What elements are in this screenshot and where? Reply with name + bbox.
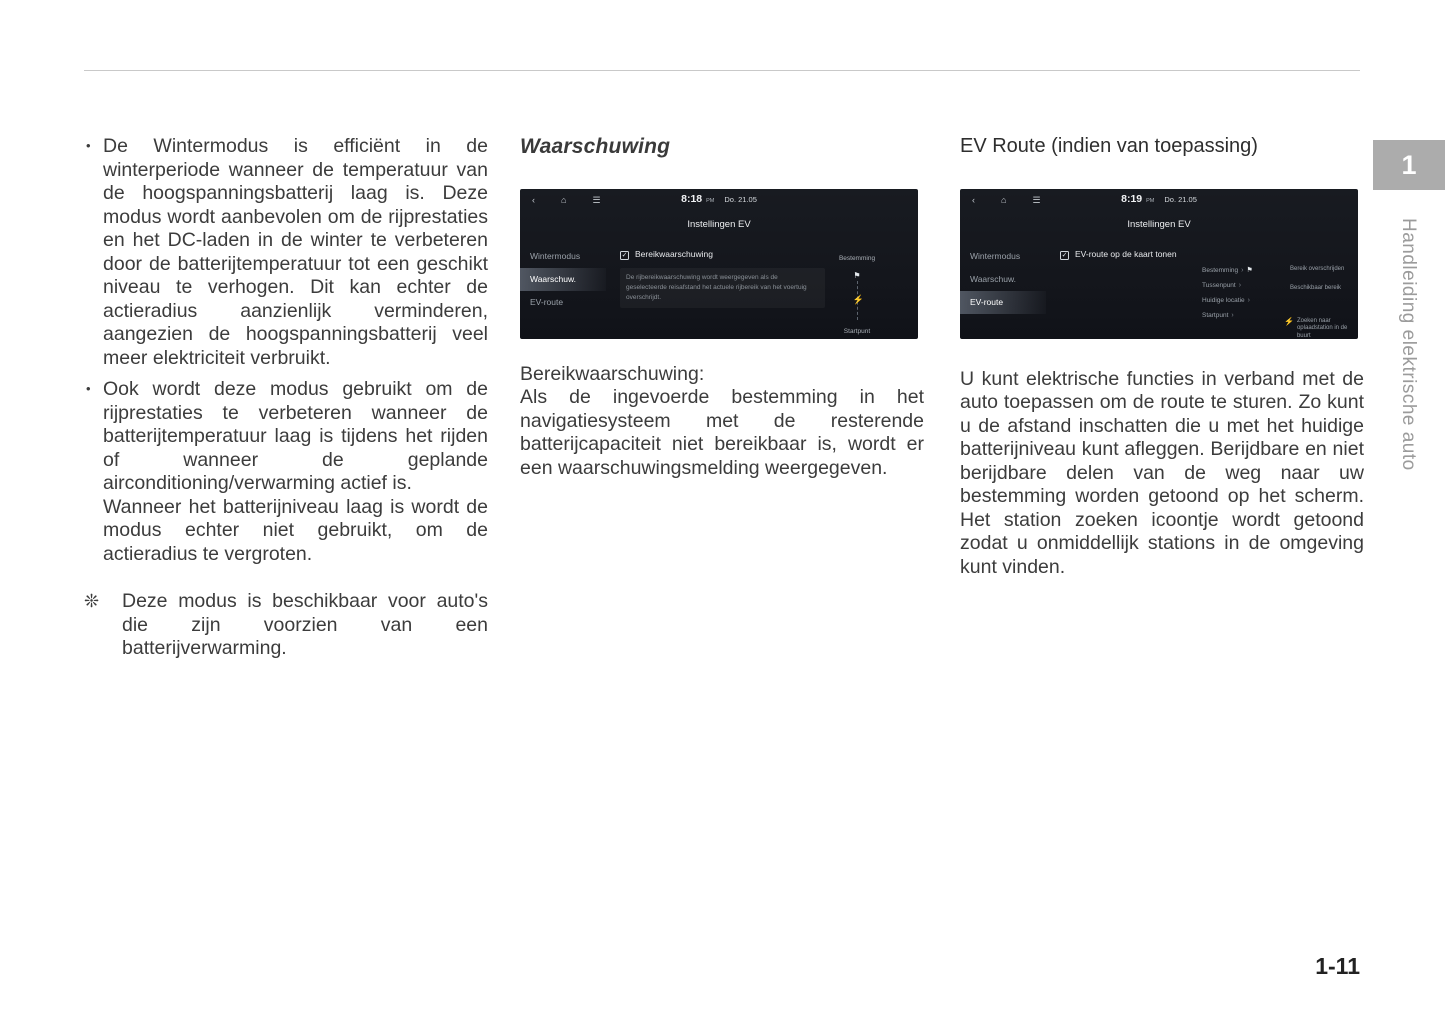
home-icon: ⌂ — [1001, 194, 1007, 205]
chevron-right-icon: › — [1241, 266, 1244, 274]
route-range-labels — [1290, 265, 1350, 303]
check-icon: ✓ — [1061, 251, 1068, 259]
charging-bolt-icon: ⚡ — [1284, 316, 1294, 326]
section-heading-waarschuwing: Waarschuwing — [520, 135, 671, 158]
route-row-label: Huidige locatie — [1202, 296, 1245, 304]
caption-heading: Bereikwaarschuwing: — [520, 362, 705, 385]
checkbox-label: Bereikwaarschuwing — [635, 249, 713, 260]
section-heading-ev-route: EV Route (indien van toepassing) — [960, 135, 1258, 157]
flag-icon: ⚑ — [853, 270, 861, 280]
screenshot-topbar — [520, 189, 918, 212]
page-number: 1-11 — [1315, 953, 1360, 979]
route-row-startpoint — [1202, 308, 1253, 323]
infotainment-screenshot-warning — [520, 189, 918, 339]
route-row-label: Bestemming — [1202, 266, 1239, 274]
screenshot-body — [520, 243, 918, 339]
menu-icon: ☰ — [592, 194, 601, 205]
chevron-right-icon: › — [1238, 281, 1242, 289]
screenshot-title: Instellingen EV — [1127, 218, 1191, 230]
clock — [1121, 189, 1197, 212]
chevron-right-icon: › — [1247, 296, 1250, 304]
chevron-right-icon: › — [1231, 311, 1234, 319]
flag-icon: ⚑ — [1246, 267, 1253, 274]
infotainment-screenshot-ev-route — [960, 189, 1358, 339]
back-icon: ‹ — [972, 194, 975, 205]
paragraph: De Wintermodus is efficiënt in de winterperiode wanneer de temperatuur van de hoogspanningsbatterij laag is. Deze modus wordt aanbevolen om de rijprestaties en het DC-laden in de winter te verbeteren door de batterijtemperatuur tot een geschikt niveau te verhogen. Dit kan echter de actieradius aanzienlijk verminderen, aangezien de hoogspanningsbatterij veel meer elektriciteit verbruikt. — [103, 135, 488, 369]
bullet-icon: • — [86, 138, 91, 153]
right-column — [960, 135, 1364, 579]
screenshot-main — [606, 243, 918, 339]
list-item — [84, 135, 488, 370]
screenshot-topbar — [960, 189, 1358, 212]
screenshot-body — [960, 243, 1358, 339]
screenshot-menu — [960, 243, 1046, 339]
menu-item-ev-route: EV-route — [960, 291, 1046, 314]
paragraph: U kunt elektrische functies in verband met de auto toepassen om de route te sturen. Zo kunt u de afstand inschatten die u met het huidige batterijniveau kunt afleggen. Berijdbare en niet berijdbare delen van de weg naar uw bestemming worden getoond op het scherm. Het station zoeken icoontje wordt getoond zodat u onmiddellijk stations in de omgeving kunt vinden. — [960, 367, 1364, 578]
clock-ampm: PM — [706, 197, 715, 204]
clock-time: 8:19 — [1121, 193, 1143, 206]
menu-icon: ☰ — [1032, 194, 1041, 205]
clock-date: Do. 21.05 — [1164, 195, 1197, 205]
check-icon: ✓ — [621, 251, 628, 259]
label-available-range: Beschikbaar bereik — [1290, 285, 1342, 292]
menu-item-ev-route: EV-route — [530, 297, 564, 307]
route-row-label: Tussenpunt — [1202, 281, 1236, 289]
label-range-exceeded: Bereik overschrijden — [1290, 266, 1345, 272]
route-row-label: Startpunt — [1202, 311, 1229, 319]
checkbox-label: EV-route op de kaart tonen — [1075, 249, 1177, 260]
charging-bolt-icon: ⚡ — [852, 294, 864, 305]
destination-label: Bestemming — [838, 255, 876, 262]
checkbox-icon — [620, 251, 629, 260]
clock-date: Do. 21.05 — [724, 195, 757, 205]
menu-item-waarschuw: Waarschuw. — [970, 274, 1016, 284]
note-asterisk-icon: ❊ — [84, 591, 100, 611]
home-icon: ⌂ — [561, 194, 567, 205]
route-minimap — [830, 247, 884, 339]
chapter-sidebar-title: Handleiding elektrische auto — [1398, 218, 1419, 471]
route-dashed-line — [852, 281, 864, 320]
paragraph: Als de ingevoerde bestemming in het navigatiesysteem met de resterende batterijcapaciteit niet bereikbaar is, wordt er een waarschuwingsmelding weergegeven. — [520, 386, 924, 479]
clock-time: 8:18 — [681, 193, 703, 206]
menu-item-wintermodus: Wintermodus — [970, 251, 1021, 261]
bullet-icon: • — [86, 381, 91, 396]
route-rows — [1202, 263, 1253, 323]
clock-ampm: PM — [1146, 197, 1155, 204]
back-icon: ‹ — [532, 194, 535, 205]
screenshot-main — [1046, 243, 1358, 339]
list-item — [84, 378, 488, 566]
screenshot-menu — [520, 243, 606, 339]
menu-item-waarschuw: Waarschuw. — [520, 268, 606, 291]
paragraph: Ook wordt deze modus gebruikt om de rijprestaties te verbeteren wanneer de batterijtemperatuur laag is tijdens het rijden of wanneer de geplande airconditioning/verwarming actief is. — [103, 378, 488, 494]
route-options-panel — [1146, 263, 1358, 339]
note-block — [84, 590, 488, 661]
note-text: Deze modus is beschikbaar voor auto's die zijn voorzien van een batterijverwarming. — [122, 590, 488, 659]
charging-hint-label: Zoeken naar oplaadstation in de buurt — [1296, 317, 1348, 339]
checkbox-icon — [1060, 251, 1069, 260]
chapter-tab: 1 — [1373, 140, 1445, 190]
charging-station-hint — [1284, 318, 1350, 339]
middle-column — [520, 135, 924, 480]
screenshot-description: De rijbereikwaarschuwing wordt weergegeven als de geselecteerde reisafstand het actuele rijbereik van het voertuig overschrijdt. — [620, 268, 825, 308]
startpoint-label: Startpunt — [843, 327, 871, 335]
clock — [681, 189, 757, 212]
bullet-list — [84, 135, 488, 566]
left-column — [84, 135, 488, 661]
screenshot-title: Instellingen EV — [687, 218, 751, 230]
paragraph: Wanneer het batterijniveau laag is wordt de modus echter niet gebruikt, om de actieradius te vergroten. — [103, 495, 488, 565]
top-divider — [84, 70, 1360, 71]
menu-item-wintermodus: Wintermodus — [530, 251, 581, 261]
